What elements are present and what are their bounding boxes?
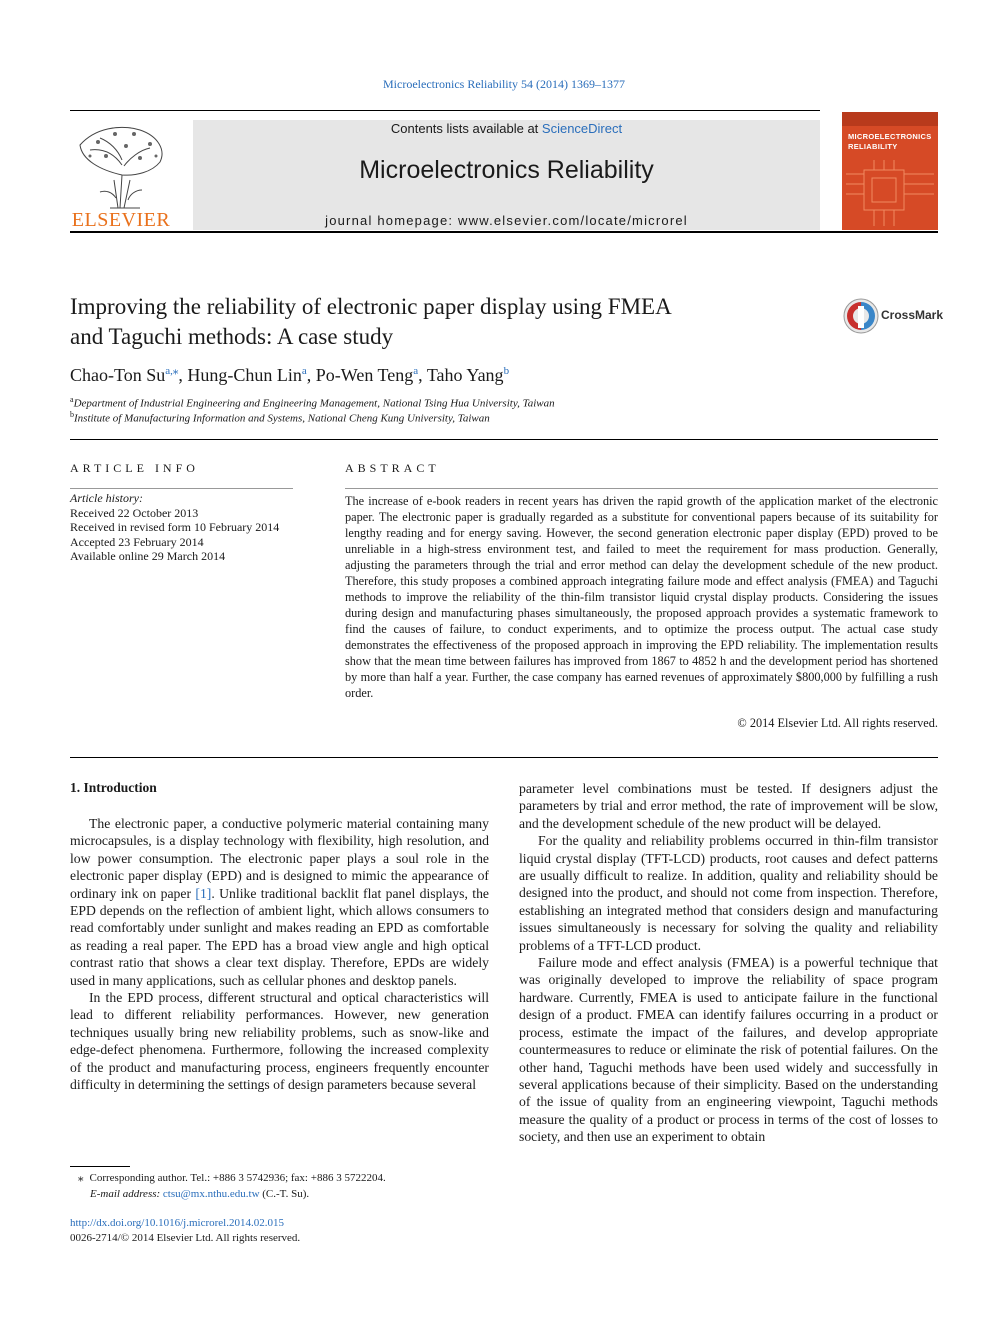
email-suffix: (C.-T. Su).: [259, 1188, 310, 1200]
journal-homepage-line: [193, 213, 820, 228]
body-paragraph: parameter level combinations must be tested. If designers adjust the parameters by trial and error method, the rate of improvement will be slow, and the development schedule of the new product will be delayed.: [519, 781, 938, 831]
paper-title-line2: and Taguchi methods: A case study: [70, 324, 394, 349]
article-history: [70, 491, 279, 564]
corresponding-text: Corresponding author. Tel.: +886 3 5742936; fax: +886 3 5722204.: [89, 1172, 386, 1184]
cover-title-line2: RELIABILITY: [848, 142, 898, 151]
history-revised: Received in revised form 10 February 2014: [70, 520, 280, 534]
sciencedirect-link[interactable]: ScienceDirect: [541, 121, 623, 136]
crossmark-label: CrossMark: [881, 308, 944, 322]
affiliation-text: Institute of Manufacturing Information and Systems, National Cheng Kung University, Taiwan: [74, 412, 490, 425]
author-affil-mark[interactable]: a,⁎: [165, 365, 179, 377]
citation-link[interactable]: [1]: [195, 885, 212, 901]
author-name[interactable]: Hung-Chun Lin: [187, 365, 302, 385]
affiliation-text: Department of Industrial Engineering and Engineering Management, National Tsing Hua University, Taiwan: [73, 397, 555, 410]
paper-title: [70, 292, 790, 352]
doi-link[interactable]: http://dx.doi.org/10.1016/j.microrel.2014.02.015: [70, 1217, 284, 1229]
author-separator: ,: [418, 365, 427, 385]
header-bottom-rule: [70, 231, 938, 233]
cover-title-line1: MICROELECTRONICS: [848, 132, 932, 141]
history-label: Article history:: [70, 491, 143, 505]
homepage-url-link[interactable]: www.elsevier.com/locate/microrel: [458, 213, 688, 228]
author-list: [70, 364, 509, 386]
affiliation-mark: a: [70, 395, 74, 404]
history-received: Received 22 October 2013: [70, 505, 199, 520]
contents-prefix: Contents lists available at: [390, 121, 542, 136]
footnote-rule: [70, 1166, 130, 1167]
body-paragraph: [70, 815, 489, 989]
body-left-column: [70, 815, 489, 1094]
paragraph-text: The electronic paper, a conductive polymeric material containing many microcapsules, is a display technology with flexibility, high resolution, and low power consumption. The electronic paper plays a soul role in the electronic paper display (EPD) and is designed to mimic the appearance of ordinary ink on paper: [70, 816, 489, 901]
body-paragraph: For the quality and reliability problems occurred in thin-film transistor liquid crystal display (TFT-LCD) products, root causes and defect patterns are usually difficult to realize. In addition, quality and reliability should be designed into the product, and should not come from inspection. Therefore, establishing an integrated method that considers design and manufacturing issues simultaneously is necessary for solving the quality and reliability problems of a TFT-LCD product.: [519, 833, 938, 953]
body-paragraph: In the EPD process, different structural and optical characteristics will lead to different reliability performances. However, new generation techniques usually bring new reliability problems, such as snow-like and edge-defect phenomena. Furthermore, following the increased complexity of the product and manufacturing process, engineers frequently encounter difficulty in determining the settings of design parameters because several: [70, 990, 489, 1093]
elsevier-tree-icon: [70, 120, 172, 212]
abstract-rule: [345, 488, 938, 489]
author-name[interactable]: Po-Wen Teng: [315, 365, 414, 385]
crossmark-icon: [843, 298, 879, 334]
section-heading-introduction: 1. Introduction: [70, 780, 157, 795]
contents-line: [193, 121, 820, 136]
history-accepted: Accepted 23 February 2014: [70, 534, 204, 549]
history-online: Available online 29 March 2014: [70, 549, 226, 563]
affiliation-a: [70, 395, 555, 410]
email-label: E-mail address:: [90, 1188, 163, 1200]
doi-block: [70, 1216, 300, 1246]
article-info-heading: ARTICLE INFO: [70, 461, 199, 475]
author-separator: ,: [306, 365, 316, 385]
journal-title: Microelectronics Reliability: [359, 156, 654, 184]
article-info-rule: [70, 488, 293, 489]
issn-line: 0026-2714/© 2014 Elsevier Ltd. All rights reserved.: [70, 1232, 301, 1244]
abstract-heading: ABSTRACT: [345, 461, 440, 475]
crossmark-badge[interactable]: [843, 298, 943, 334]
abstract-copyright: © 2014 Elsevier Ltd. All rights reserved.: [737, 716, 938, 730]
corresponding-author-note: [70, 1170, 386, 1186]
abstract-text: The increase of e-book readers in recent years has driven the rapid growth of the application market of the electronic paper. The electronic paper is gradually regarded as a substitute for conventional papers because of its suitability for lengthy reading and for energy saving. However, the second generation electronic paper display (EPD) proved to be unreliable in a high-stress environment test, and failed to meet the requirement for mass production. Generally, adjusting the parameters through the trial and error method can delay the development schedule of the new product. Therefore, this study proposes a combined approach integrating failure mode and effect analysis (FMEA) and Taguchi methods to improve the reliability of the thin-film transistor liquid crystal display products. Considering the issues during design and manufacturing phases simultaneously, the proposed approach provides a systematic framework to find the causes of failure, to conduct experiments, and to optimize the process output. The actual case study demonstrates the effectiveness of the proposed approach in improving the EPD reliability. The implementation results show that the mean time between failures has improved from 1867 to 4852 h and the development period has shortened by more than half a year. Further, the case company has earned revenues of approximately $800,000 by fulfilling a rush order.: [345, 494, 938, 700]
body-paragraph: Failure mode and effect analysis (FMEA) is a powerful technique that was originally developed to improve the reliability of space program hardware. Currently, FMEA is used to anticipate failure in the functional design of a product. FMEA can identify failures occurring in a product or process, estimate the impact of the failures, and develop appropriate countermeasures to reduce or eliminate the risk of potential failures. On the other hand, Taguchi methods have been used widely and successfully in several applications because of their simplicity. Based on the understanding of the issue of quality from an engineering viewpoint, Taguchi methods measure the quality of a product or process in terms of the cost of losses to society, and then use an experiment to obtain: [519, 955, 938, 1145]
homepage-prefix: journal homepage:: [325, 213, 459, 228]
author-affil-mark[interactable]: b: [503, 365, 510, 377]
cover-circuit-graphic: [842, 112, 938, 230]
footnote: [70, 1170, 386, 1202]
abstract-bottom-rule: [70, 757, 938, 758]
affiliation-b: [70, 410, 490, 425]
author-affil-mark[interactable]: a: [301, 365, 307, 377]
author-affil-mark[interactable]: a: [413, 365, 419, 377]
elsevier-logo: [70, 120, 172, 232]
footnote-star: ⁎: [78, 1172, 84, 1184]
author-name[interactable]: Taho Yang: [426, 365, 504, 385]
email-link[interactable]: ctsu@mx.nthu.edu.tw: [162, 1188, 260, 1200]
journal-reference-link[interactable]: Microelectronics Reliability 54 (2014) 1369–1377: [383, 77, 625, 91]
cover-title: [848, 132, 936, 152]
author-separator: ,: [178, 365, 188, 385]
email-note: [70, 1186, 386, 1202]
title-block-rule: [70, 439, 938, 440]
affiliation-mark: b: [70, 410, 74, 419]
author-name[interactable]: Chao-Ton Su: [70, 365, 166, 385]
body-right-column: [519, 780, 938, 1146]
elsevier-wordmark: ELSEVIER: [71, 209, 171, 231]
journal-cover-image[interactable]: [842, 112, 938, 230]
header-top-rule: [70, 110, 820, 111]
paragraph-text: . Unlike traditional backlit flat panel displays, the EPD depends on the reflection of ambient light, which allows consumers to read comfortably under sunlight and makes reading an EPD as comfortable as reading a real paper. The EPD has a broad view angle and high optical contrast ratio that shows a clear text display. Therefore, EPDs are widely used in many applications, such as cellular phones and desktop panels.: [70, 885, 489, 988]
paper-title-line1: Improving the reliability of electronic paper display using FMEA: [70, 294, 672, 319]
